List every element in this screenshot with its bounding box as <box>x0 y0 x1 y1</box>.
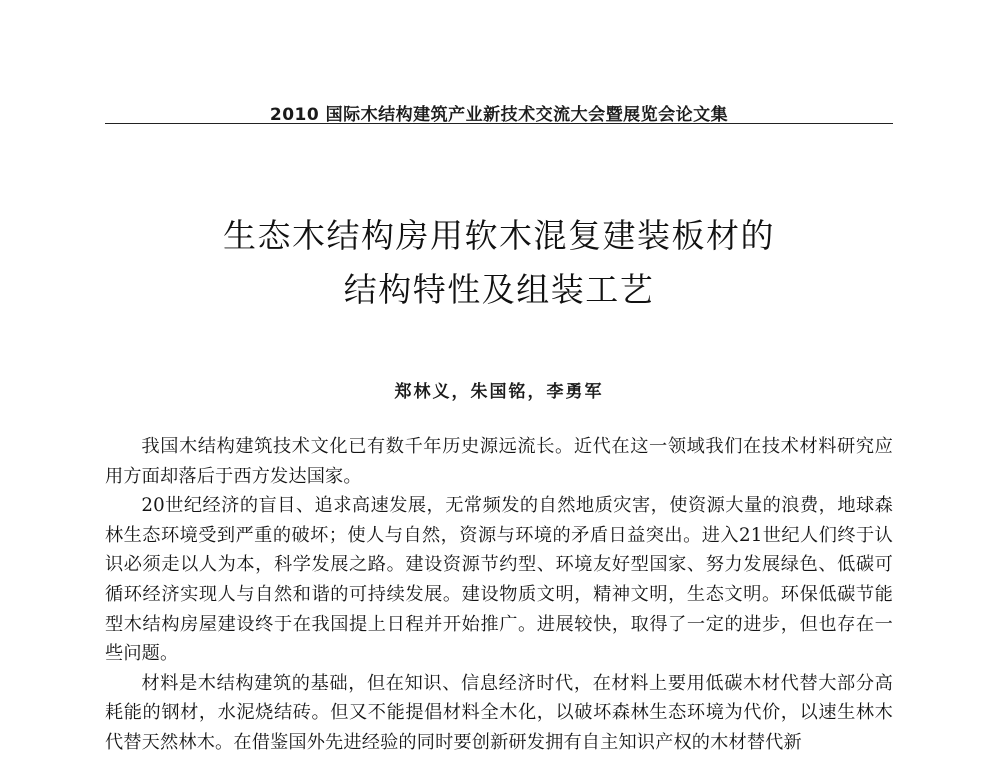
article-title-line-1: 生态木结构房用软木混复建装板材的 <box>223 216 775 255</box>
header-rule <box>105 123 893 124</box>
body-paragraph-2: 20世纪经济的盲目、追求高速发展，无常频发的自然地质灾害，使资源大量的浪费，地球森林生态环境受到严重的破坏；使人与自然，资源与环境的矛盾日益突出。进入21世纪人们终于认识必须走以人为本，科学发展之路。建设资源节约型、环境友好型国家、努力发展绿色、低碳可循环经济实现人与自然和谐的可持续发展。建设物质文明，精神文明，生态文明。环保低碳节能型木结构房屋建设终于在我国提上日程并开始推广。进展较快，取得了一定的进步，但也存在一些问题。 <box>105 495 893 665</box>
authors: 郑林义，朱国铭，李勇军 <box>394 382 604 402</box>
body-paragraph-3: 材料是木结构建筑的基础，但在知识、信息经济时代，在材料上要用低碳木材代替大部分高耗能的钢材，水泥烧结砖。但又不能提倡材料全木化，以破坏森林生态环境为代价，以速生林木代替天然林木。在借鉴国外先进经验的同时要创新研发拥有自主知识产权的木材替代新 <box>105 672 893 753</box>
running-header: 2010 国际木结构建筑产业新技术交流大会暨展览会论文集 <box>269 105 729 125</box>
article-title-line-2: 结构特性及组装工艺 <box>343 270 655 309</box>
body-paragraph-1: 我国木结构建筑技术文化已有数千年历史源远流长。近代在这一领域我们在技术材料研究应用方面却落后于西方发达国家。 <box>105 436 893 487</box>
article-body <box>105 432 893 758</box>
